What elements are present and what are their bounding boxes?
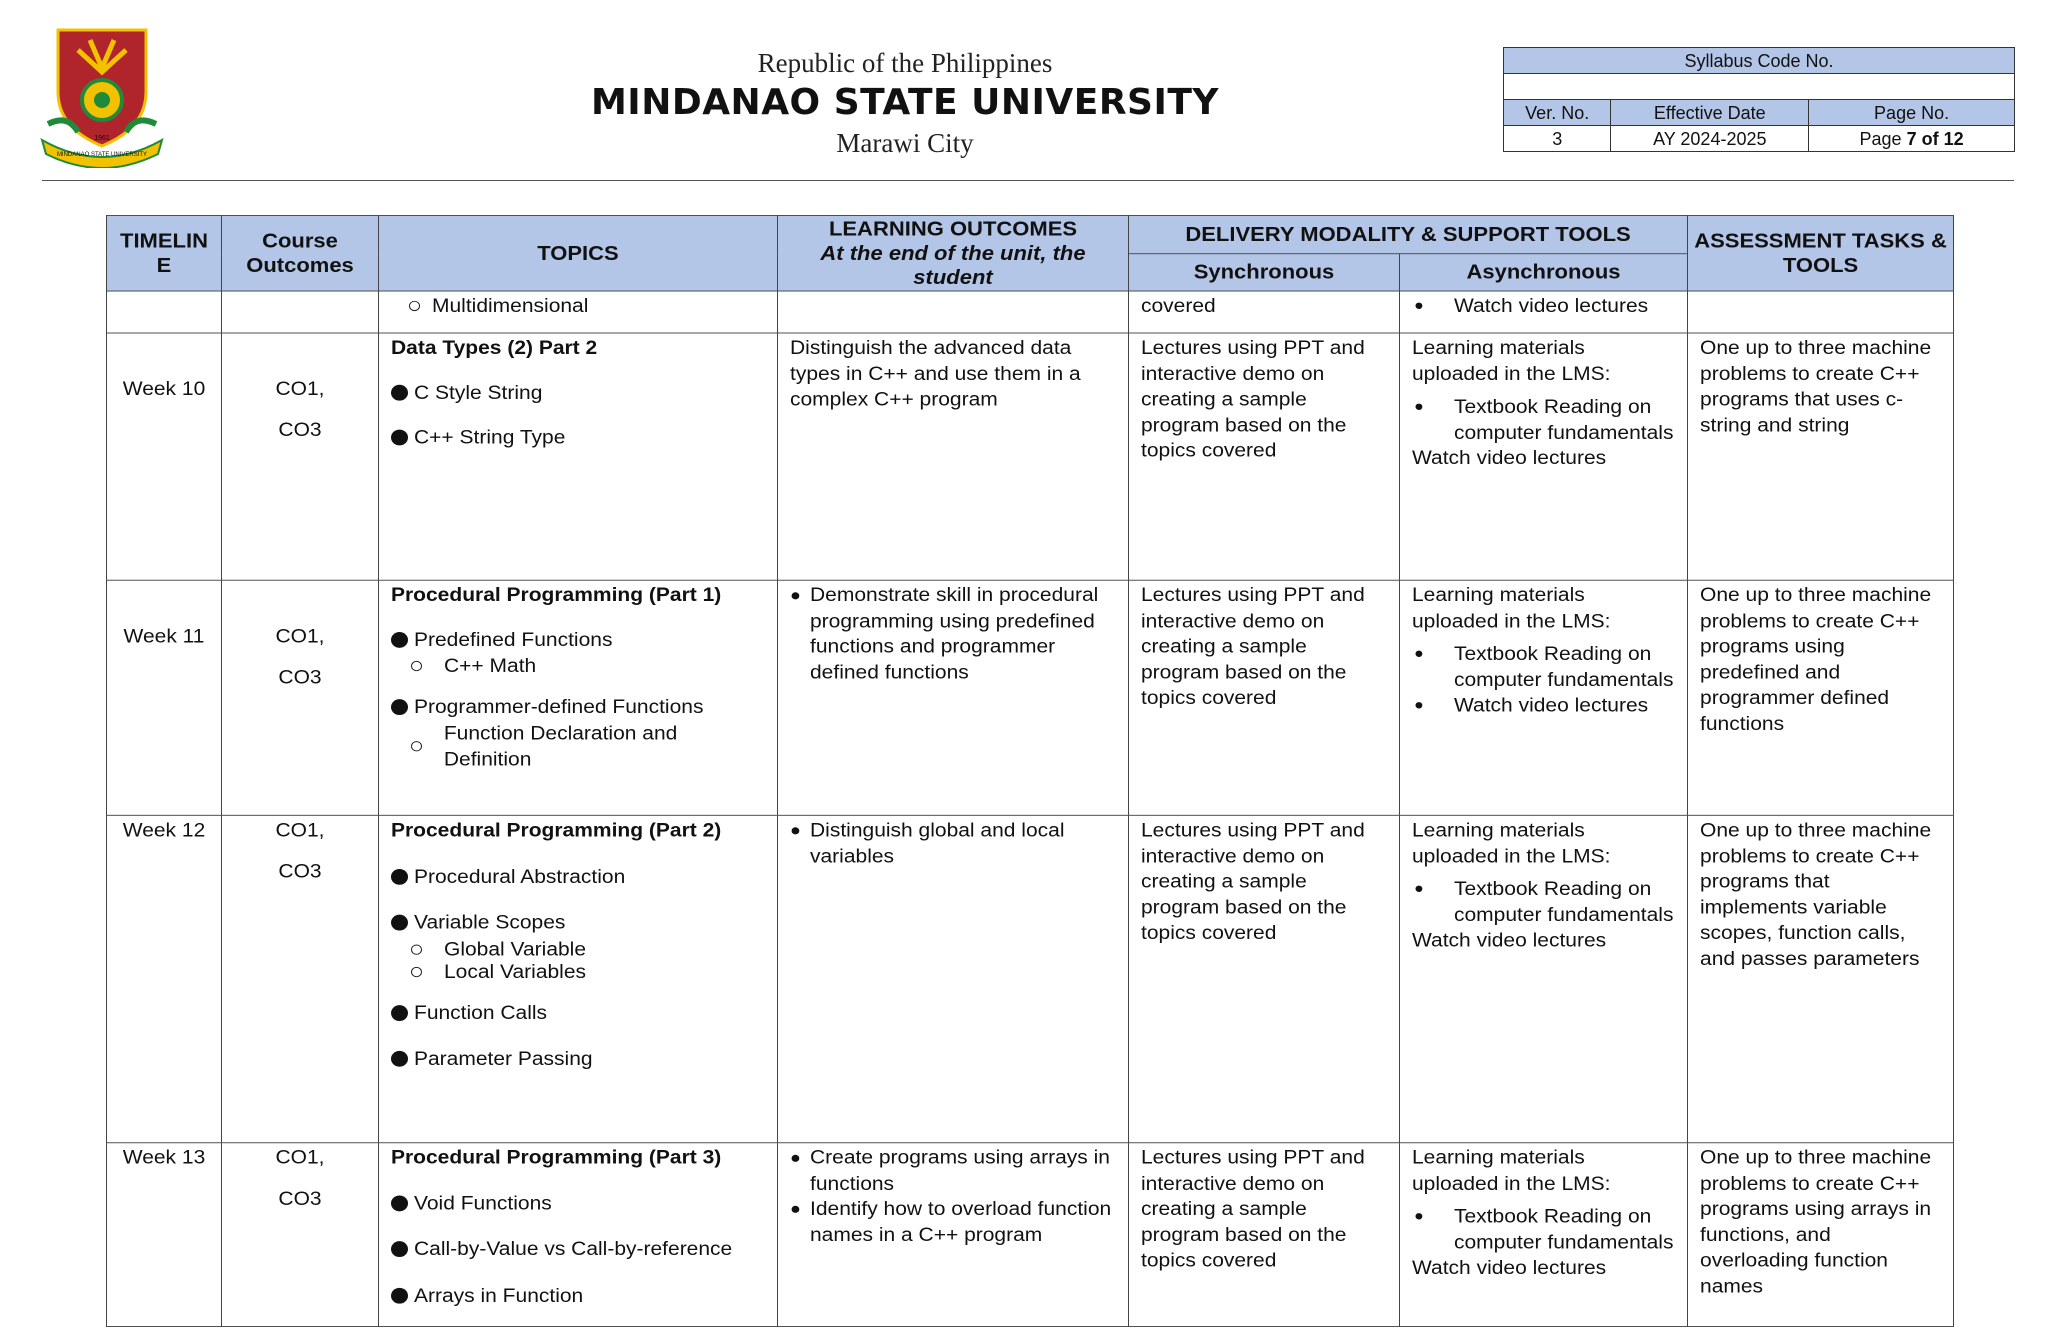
city-line: Marawi City: [836, 128, 974, 158]
circle-bullet-icon: [411, 661, 422, 671]
bullet-icon: ●: [1414, 697, 1424, 714]
topic-subitem: C++ Math: [444, 655, 537, 677]
bullet-icon: [391, 632, 408, 648]
bullet-icon: [391, 869, 408, 885]
topic-title: Procedural Programming (Part 3): [391, 1146, 722, 1169]
syllabus-table: [106, 215, 1954, 1327]
topic-item: Void Functions: [414, 1192, 552, 1214]
col-synchronous: Synchronous: [1129, 253, 1400, 291]
col-assessment: ASSESSMENT TASKS & TOOLS: [1688, 215, 1954, 291]
topics-cell: [379, 333, 778, 580]
topic-item: Function Calls: [414, 1001, 548, 1024]
assessment-cell: One up to three machine problems to create C++ programs that implements variable scopes, function calls, and passes parameters: [1688, 815, 1954, 1142]
async-cell: Learning materials uploaded in the LMS: ● Textbook Reading on computer fundamentals Watch video lectures: [1400, 333, 1688, 580]
async-cell: Learning materials uploaded in the LMS: ● Textbook Reading on computer fundamentals Watch video lectures: [1400, 815, 1688, 1142]
university-seal-logo: [38, 28, 166, 168]
bullet-icon: ●: [790, 585, 801, 605]
sync-cell: Lectures using PPT and interactive demo on creating a sample program based on the topics covered: [1129, 333, 1400, 580]
bullet-icon: [391, 385, 408, 401]
page-no-header: Page No.: [1809, 100, 2015, 126]
header-divider: [42, 180, 2014, 181]
sync-cell: Lectures using PPT and interactive demo on creating a sample program based on the topics covered: [1129, 815, 1400, 1142]
topic-item: C++ String Type: [414, 426, 566, 449]
learning-outcome-cell: ● Demonstrate skill in procedural programming using predefined functions and programmer defined functions: [778, 580, 1129, 815]
topics-cell: [379, 815, 778, 1142]
topic-item: Call-by-Value vs Call-by-reference: [414, 1238, 733, 1260]
course-outcomes-cell: CO1, CO3: [222, 580, 379, 815]
col-topics: TOPICS: [379, 215, 778, 291]
topic-item: Procedural Abstraction: [414, 865, 626, 888]
bullet-icon: ●: [790, 820, 801, 840]
effective-date-header: Effective Date: [1611, 100, 1809, 126]
week-label: Week 12: [107, 815, 222, 1142]
course-outcomes-cell: CO1, CO3: [222, 333, 379, 580]
sync-text: covered: [1141, 295, 1216, 317]
sync-cell: Lectures using PPT and interactive demo on creating a sample program based on the topics covered: [1129, 1143, 1400, 1327]
bullet-icon: [391, 1288, 408, 1304]
university-name: MINDANAO STATE UNIVERSITY: [590, 82, 1220, 123]
bullet-icon: ●: [1414, 1208, 1424, 1225]
ver-no-header: Ver. No.: [1504, 100, 1611, 126]
bullet-icon: [391, 430, 408, 446]
week-label: Week 13: [107, 1143, 222, 1327]
bullet-icon: [391, 915, 408, 931]
circle-bullet-icon: [411, 967, 422, 977]
bullet-icon: [391, 1005, 408, 1021]
async-item: Watch video lectures: [1454, 295, 1649, 317]
topic-title: Procedural Programming (Part 1): [391, 584, 722, 606]
letterhead: [560, 46, 1250, 160]
topic-subitem: Global Variable: [444, 938, 587, 960]
topic-item: Programmer-defined Functions: [414, 695, 704, 718]
col-delivery-modality: DELIVERY MODALITY & SUPPORT TOOLS: [1129, 215, 1688, 253]
topic-subitem: Local Variables: [444, 961, 587, 983]
topic-item: Variable Scopes: [414, 911, 566, 934]
syllabus-code-box: [1503, 47, 2015, 152]
course-outcomes-cell: CO1, CO3: [222, 1143, 379, 1327]
topic-subitem: Function Declaration and Definition: [443, 722, 678, 770]
circle-bullet-icon: [409, 301, 420, 311]
topic-item: C Style String: [414, 381, 543, 403]
syllabus-code-value: [1504, 74, 2015, 100]
topic-title: Procedural Programming (Part 2): [391, 819, 722, 841]
table-row-week-11: [107, 580, 1954, 815]
col-learning-outcomes: LEARNING OUTCOMES At the end of the unit, the student: [778, 215, 1129, 291]
assessment-cell: One up to three machine problems to create C++ programs using arrays in functions, and overloading function names: [1688, 1143, 1954, 1327]
topics-cell: [379, 580, 778, 815]
page-no-value: Page 7 of 12: [1809, 126, 2015, 152]
circle-bullet-icon: [411, 741, 422, 751]
course-outcomes-cell: CO1, CO3: [222, 815, 379, 1142]
async-cell: Learning materials uploaded in the LMS: ● Textbook Reading on computer fundamentals ● Watch video lectures: [1400, 580, 1688, 815]
topic-item: Arrays in Function: [414, 1284, 584, 1307]
bullet-icon: ●: [1414, 398, 1424, 415]
circle-bullet-icon: [411, 944, 422, 954]
topic-item: Multidimensional: [432, 295, 589, 317]
bullet-icon: ●: [1414, 298, 1424, 314]
col-course-outcomes: Course Outcomes: [222, 215, 379, 291]
col-asynchronous: Asynchronous: [1400, 253, 1688, 291]
learning-outcome-cell: ● Distinguish global and local variables: [778, 815, 1129, 1142]
bullet-icon: [391, 1051, 408, 1067]
effective-date-value: AY 2024-2025: [1611, 126, 1809, 152]
table-row-week-10: [107, 333, 1954, 580]
week-label: Week 11: [107, 580, 222, 815]
week-label: Week 10: [107, 333, 222, 580]
table-row-week-13: [107, 1143, 1954, 1327]
assessment-cell: One up to three machine problems to create C++ programs that uses c-string and string: [1688, 333, 1954, 580]
assessment-cell: One up to three machine problems to create C++ programs using predefined and programmer defined functions: [1688, 580, 1954, 815]
col-timeline: TIMELIN E: [107, 215, 222, 291]
learning-outcome-cell: ● Create programs using arrays in functions ● Identify how to overload function names in a C++ program: [778, 1143, 1129, 1327]
table-row-continued: [107, 291, 1954, 333]
seal-year: 1961: [94, 135, 110, 142]
topic-item: Parameter Passing: [414, 1048, 593, 1070]
table-row-week-12: [107, 815, 1954, 1142]
sync-cell: Lectures using PPT and interactive demo on creating a sample program based on the topics covered: [1129, 580, 1400, 815]
topic-item: Predefined Functions: [414, 628, 613, 651]
bullet-icon: ●: [790, 1199, 801, 1218]
topics-cell: [379, 1143, 778, 1327]
bullet-icon: ●: [1414, 881, 1424, 897]
bullet-icon: ●: [1414, 645, 1424, 662]
bullet-icon: [391, 699, 408, 715]
async-cell: Learning materials uploaded in the LMS: ● Textbook Reading on computer fundamentals Watch video lectures: [1400, 1143, 1688, 1327]
republic-line: Republic of the Philippines: [757, 48, 1053, 78]
seal-ribbon-text: MINDANAO STATE UNIVERSITY: [56, 152, 148, 158]
ver-no-value: 3: [1504, 126, 1611, 152]
bullet-icon: ●: [790, 1147, 801, 1167]
learning-outcome-cell: Distinguish the advanced data types in C++ and use them in a complex C++ program: [778, 333, 1129, 580]
syllabus-code-title: Syllabus Code No.: [1504, 48, 2015, 74]
bullet-icon: [391, 1241, 408, 1257]
bullet-icon: [391, 1195, 408, 1211]
topic-title: Data Types (2) Part 2: [391, 337, 598, 359]
